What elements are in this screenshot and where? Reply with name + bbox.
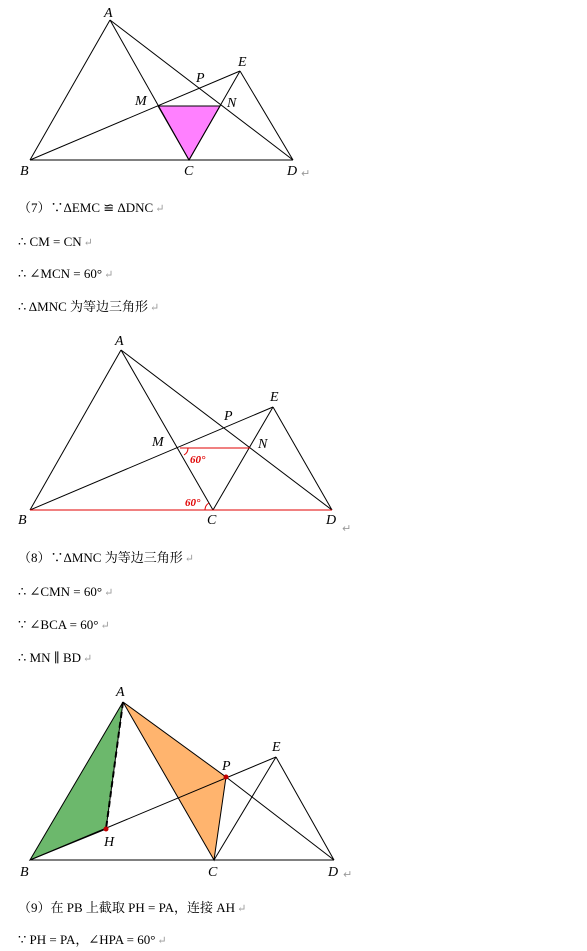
label-p: P xyxy=(196,71,205,86)
label-e: E xyxy=(272,740,281,755)
label-m: M xyxy=(152,435,164,450)
label-a: A xyxy=(116,685,125,700)
figure-1 xyxy=(0,0,587,185)
step7-line3: ∴ ∠MCN = 60° ↵ xyxy=(18,266,114,281)
label-b: B xyxy=(20,865,29,880)
label-a: A xyxy=(104,6,113,21)
label-e: E xyxy=(238,55,247,70)
triangle-mnc-filled xyxy=(158,106,220,160)
triangle-apc-orange xyxy=(123,702,226,860)
label-h: H xyxy=(104,835,115,850)
return-mark: ↵ xyxy=(342,522,352,535)
label-m: M xyxy=(135,94,147,109)
angle-label-c: 60° xyxy=(185,497,201,509)
step7-line4: ∴ ΔMNC 为等边三角形 ↵ xyxy=(18,299,160,314)
segment-ac xyxy=(110,20,189,160)
label-e: E xyxy=(270,390,279,405)
label-d: D xyxy=(287,164,298,179)
label-b: B xyxy=(20,164,29,179)
label-a: A xyxy=(115,334,124,349)
return-mark: ↵ xyxy=(301,167,311,180)
segment-de xyxy=(273,407,332,510)
step8-line2: ∴ ∠CMN = 60° ↵ xyxy=(18,584,114,599)
angle-label-m: 60° xyxy=(190,454,206,466)
label-n: N xyxy=(227,96,237,111)
angle-arc-c xyxy=(205,503,209,510)
segment-pd xyxy=(226,777,334,860)
segment-ab xyxy=(30,20,110,160)
point-h xyxy=(104,827,109,832)
step9-line2: ∵ PH = PA，∠HPA = 60° ↵ xyxy=(18,932,167,947)
segment-de xyxy=(276,757,334,860)
label-b: B xyxy=(18,513,27,528)
label-p: P xyxy=(224,409,233,424)
label-p: P xyxy=(222,759,231,774)
return-mark: ↵ xyxy=(343,868,353,881)
step7-line2: ∴ CM = CN ↵ xyxy=(18,234,93,249)
label-c: C xyxy=(208,865,218,880)
segment-ab xyxy=(30,350,121,510)
figure-3 xyxy=(0,675,587,890)
point-p xyxy=(224,775,229,780)
segment-be xyxy=(30,407,273,510)
step9-line1: （9）在 PB 上截取 PH = PA，连接 AH ↵ xyxy=(18,900,247,915)
segment-de xyxy=(240,71,293,160)
segment-ac xyxy=(121,350,213,510)
step8-line3: ∵ ∠BCA = 60° ↵ xyxy=(18,617,110,632)
label-n: N xyxy=(258,437,268,452)
step7-line1: （7）∵ΔEMC ≌ ΔDNC ↵ xyxy=(18,200,165,215)
step8-line1: （8）∵ΔMNC 为等边三角形 ↵ xyxy=(18,550,194,565)
figure-2 xyxy=(0,325,587,540)
label-d: D xyxy=(326,513,337,528)
angle-arc-m xyxy=(184,448,188,455)
step8-line4: ∴ MN ∥ BD ↵ xyxy=(18,650,93,665)
label-c: C xyxy=(207,513,217,528)
label-d: D xyxy=(328,865,339,880)
label-c: C xyxy=(184,164,194,179)
